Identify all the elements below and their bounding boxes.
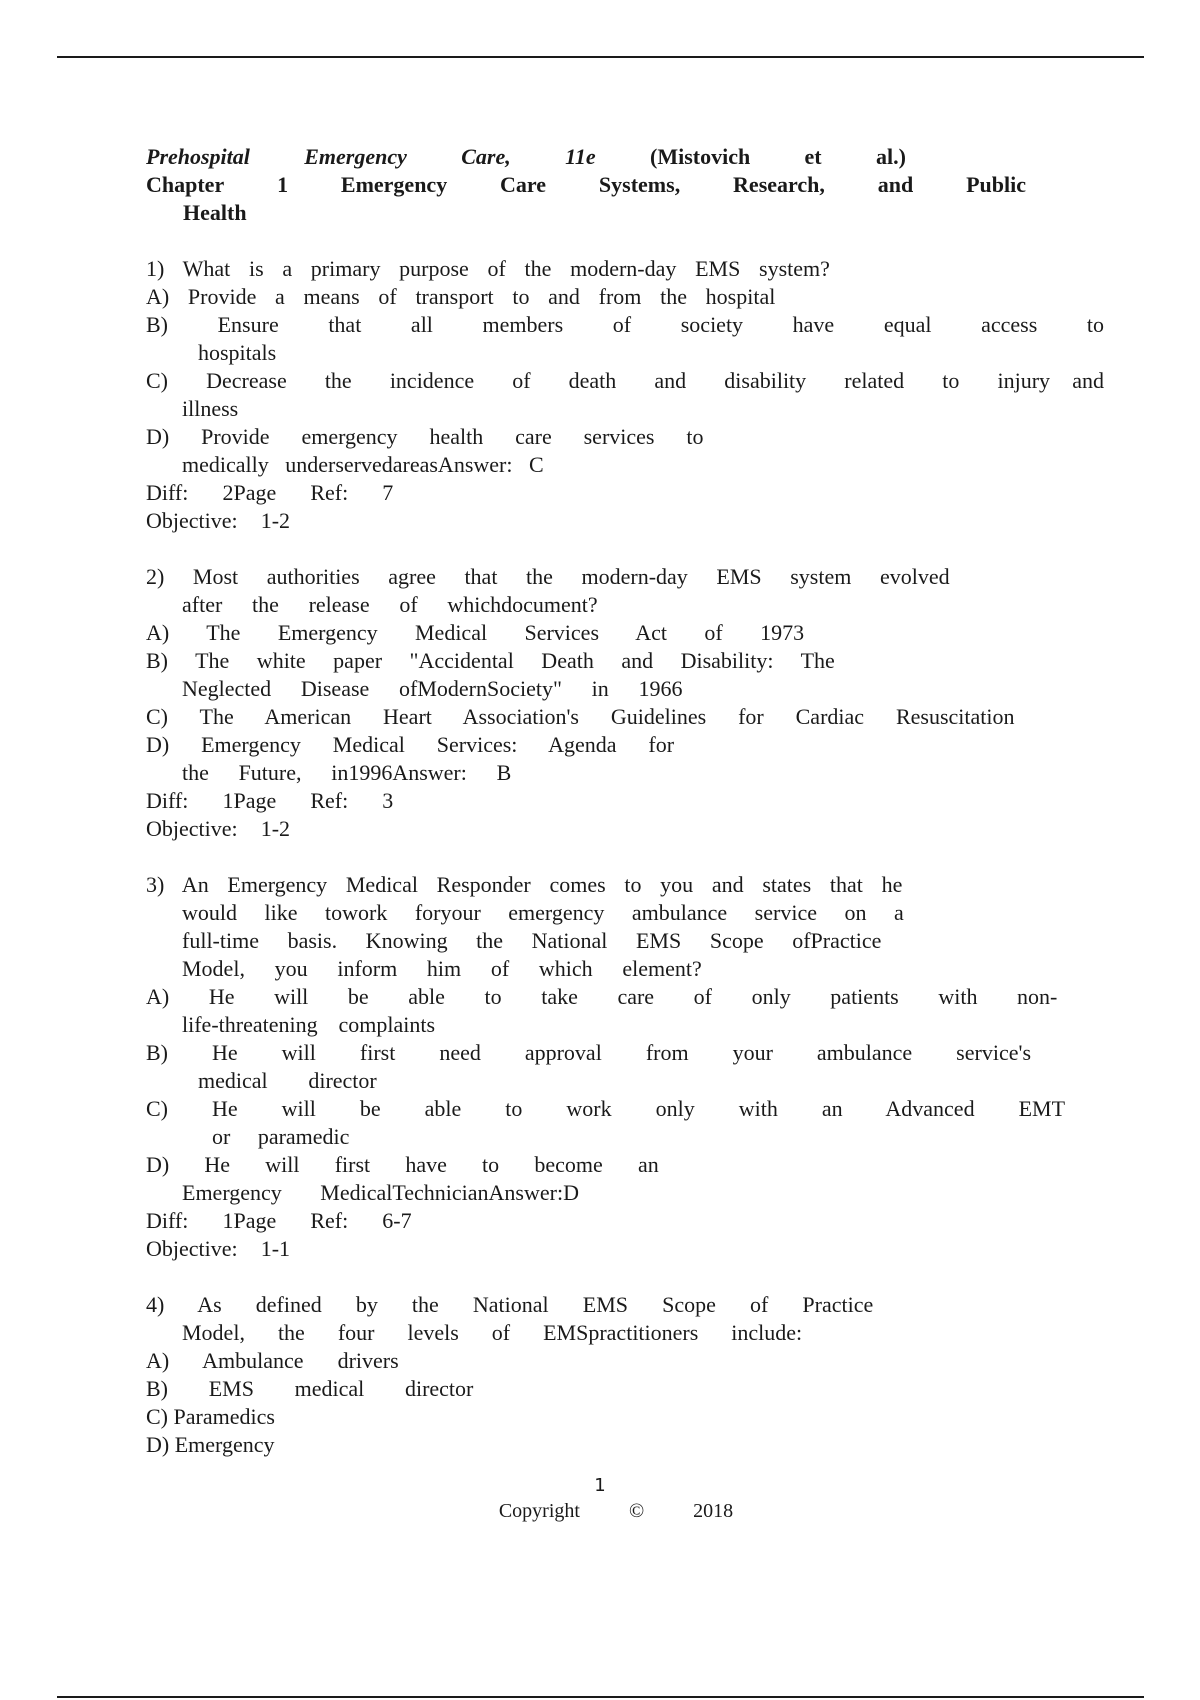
option-line: A) Ambulance drivers xyxy=(146,1348,399,1373)
chapter-word: Public xyxy=(966,172,1026,197)
page-number: 1 xyxy=(594,1475,606,1496)
question-objective: Objective: 1-1 xyxy=(146,1236,291,1261)
question-text xyxy=(146,871,1104,983)
option-c xyxy=(146,1095,1104,1151)
option-line: C) Paramedics xyxy=(146,1404,275,1429)
option-line: life-threatening complaints xyxy=(182,1012,436,1037)
question-text-line: 2) Most authorities agree that the modern-day EMS system evolved xyxy=(146,564,950,589)
author-word: et xyxy=(804,144,822,169)
book-title-line xyxy=(146,143,906,171)
option-d xyxy=(146,1431,1104,1459)
title-word: Prehospital xyxy=(146,144,250,169)
question-diff: Diff: 2Page Ref: 7 xyxy=(146,480,394,505)
option-d xyxy=(146,423,1104,479)
option-a xyxy=(146,983,1104,1039)
question-text xyxy=(146,1291,1104,1347)
option-c xyxy=(146,703,1104,731)
option-c xyxy=(146,367,1104,423)
option-line: D) Emergency Medical Services: Agenda for xyxy=(146,732,675,757)
chapter-word: Chapter xyxy=(146,172,225,197)
chapter-word: Care xyxy=(500,172,547,197)
question-objective: Objective: 1-2 xyxy=(146,508,291,533)
option-line: C) Decrease the incidence of death and disability related to injury xyxy=(146,368,1051,393)
question-1 xyxy=(146,255,1104,535)
question-text-line: would like towork foryour emergency ambulance service on a xyxy=(182,900,904,925)
option-line: A) He will be able to take care of only patients with non- xyxy=(146,984,1058,1009)
author-word: (Mistovich xyxy=(650,144,751,169)
option-line: Neglected Disease ofModernSociety" in 1966 xyxy=(182,676,683,701)
question-diff: Diff: 1Page Ref: 3 xyxy=(146,788,394,813)
chapter-word: Systems, xyxy=(598,172,681,197)
copyright-notice: Copyright © 2018 xyxy=(498,1500,734,1522)
title-word: Emergency xyxy=(304,144,407,169)
title-block xyxy=(146,143,1104,227)
option-b xyxy=(146,1375,1104,1403)
chapter-title-line xyxy=(146,171,1026,199)
title-word: 11e xyxy=(565,144,596,169)
option-d xyxy=(146,731,1104,787)
chapter-word: Emergency xyxy=(340,172,448,197)
question-3 xyxy=(146,871,1104,1263)
option-a xyxy=(146,1347,1104,1375)
question-4 xyxy=(146,1291,1104,1459)
question-diff: Diff: 1Page Ref: 6-7 xyxy=(146,1208,412,1233)
chapter-word: and xyxy=(877,172,914,197)
option-line: medical director xyxy=(198,1068,377,1093)
option-line: medically underservedareasAnswer: C xyxy=(182,452,544,477)
question-text-line: 3) An Emergency Medical Responder comes to you and states that he xyxy=(146,872,903,897)
option-d xyxy=(146,1151,1104,1207)
option-line: or paramedic xyxy=(212,1124,350,1149)
option-line: B) Ensure that all members of society have equal access to xyxy=(146,312,1104,337)
option-a xyxy=(146,283,1104,311)
question-text-line: Model, you inform him of which element? xyxy=(182,956,702,981)
option-line: C) He will be able to work only with an Advanced EMT xyxy=(146,1096,1066,1121)
option-line: A) The Emergency Medical Services Act of 1973 xyxy=(146,620,805,645)
question-2 xyxy=(146,563,1104,843)
question-text-line: Model, the four levels of EMSpractitioners include: xyxy=(182,1320,803,1345)
option-line: B) He will first need approval from your ambulance service's xyxy=(146,1040,1032,1065)
option-line: D) He will first have to become an xyxy=(146,1152,659,1177)
question-objective: Objective: 1-2 xyxy=(146,816,291,841)
document-page xyxy=(146,143,1104,1487)
author-word: al.) xyxy=(875,144,906,169)
option-b xyxy=(146,311,1104,367)
chapter-word: 1 xyxy=(277,172,289,197)
question-text xyxy=(146,563,1104,619)
option-line: A) Provide a means of transport to and from the hospital xyxy=(146,284,776,309)
option-line: and illness xyxy=(182,368,1105,421)
chapter-title-continuation: Health xyxy=(183,200,247,225)
option-line: C) The American Heart Association's Guidelines for Cardiac Resuscitation xyxy=(146,704,1015,729)
question-text xyxy=(146,255,1104,283)
option-line: hospitals xyxy=(198,340,277,365)
chapter-word: Research, xyxy=(733,172,825,197)
option-b xyxy=(146,1039,1104,1095)
option-line: Emergency MedicalTechnicianAnswer:D xyxy=(182,1180,579,1205)
option-line: D) Emergency xyxy=(146,1432,275,1457)
option-line: B) EMS medical director xyxy=(146,1376,474,1401)
option-line: the Future, in1996Answer: B xyxy=(182,760,512,785)
top-rule xyxy=(57,56,1144,58)
option-a xyxy=(146,619,1104,647)
title-word: Care, xyxy=(461,144,511,169)
question-text-line: after the release of whichdocument? xyxy=(182,592,598,617)
option-line: B) The white paper "Accidental Death and Disability: The xyxy=(146,648,835,673)
question-text-line: 4) As defined by the National EMS Scope of Practice xyxy=(146,1292,874,1317)
option-c xyxy=(146,1403,1104,1431)
option-b xyxy=(146,647,1104,703)
question-text-line: full-time basis. Knowing the National EMS Scope ofPractice xyxy=(182,928,882,953)
option-line: D) Provide emergency health care services to xyxy=(146,424,704,449)
bottom-rule xyxy=(57,1696,1144,1698)
question-text-line: 1) What is a primary purpose of the modern-day EMS system? xyxy=(146,256,830,281)
